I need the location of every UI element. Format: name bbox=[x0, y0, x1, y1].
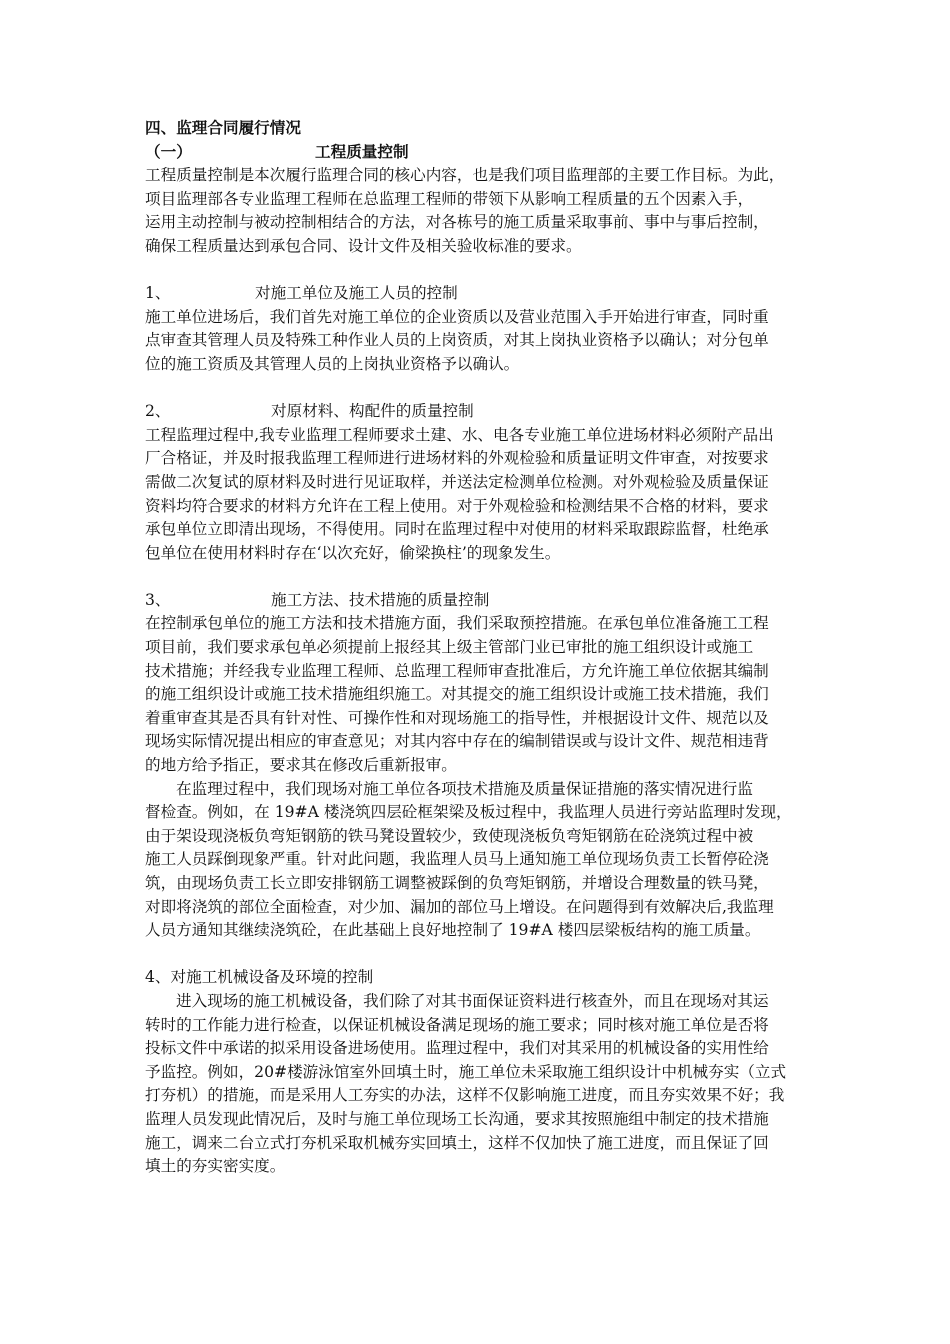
sub-section-heading bbox=[145, 141, 835, 165]
spacer bbox=[145, 943, 835, 967]
paragraph-line: 点审查其管理人员及特殊工种作业人员的上岗资质，对其上岗执业资格予以确认；对分包单 bbox=[145, 331, 769, 350]
paragraph-line: 的地方给予指正，要求其在修改后重新报审。 bbox=[145, 756, 457, 775]
paragraph-line: 转时的工作能力进行检查，以保证机械设备满足现场的施工要求；同时核对施工单位是否将 bbox=[145, 1015, 769, 1034]
paragraph-line: 打夯机）的措施，而是采用人工夯实的办法，这样不仅影响施工进度，而且夯实效果不好；我 bbox=[145, 1086, 785, 1105]
paragraph-line: 工程监理过程中,我专业监理工程师要求土建、水、电各专业施工单位进场材料必须附产品出 bbox=[145, 425, 774, 444]
item2-heading bbox=[145, 400, 835, 424]
paragraph-line: 位的施工资质及其管理人员的上岗执业资格予以确认。 bbox=[145, 354, 520, 373]
document-page bbox=[145, 117, 835, 1179]
paragraph-line: 工程质量控制是本次履行监理合同的核心内容，也是我们项目监理部的主要工作目标。为此， bbox=[145, 166, 785, 185]
item3-number: 3、 bbox=[145, 590, 171, 609]
paragraph-line: 督检查。例如，在 19#A 楼浇筑四层砼框架梁及板过程中，我监理人员进行旁站监理时发现， bbox=[145, 803, 792, 822]
item1-number: 1、 bbox=[145, 284, 171, 303]
paragraph-line: 人员方通知其继续浇筑砼，在此基础上良好地控制了 19#A 楼四层梁板结构的施工质量。 bbox=[145, 921, 761, 940]
spacer bbox=[145, 377, 835, 401]
item2-number: 2、 bbox=[145, 402, 171, 421]
paragraph-line: 着重审查其是否具有针对性、可操作性和对现场施工的指导性，并根据设计文件、规范以及 bbox=[145, 708, 769, 727]
paragraph-line: 运用主动控制与被动控制相结合的方法，对各栋号的施工质量采取事前、事中与事后控制， bbox=[145, 213, 769, 232]
item1-heading bbox=[145, 282, 835, 306]
paragraph-line: 确保工程质量达到承包合同、设计文件及相关验收标准的要求。 bbox=[145, 236, 582, 255]
item4-heading: 4、对施工机械设备及环境的控制 bbox=[145, 968, 374, 987]
spacer bbox=[145, 259, 835, 283]
spacer bbox=[145, 565, 835, 589]
paragraph-line: 施工，调来二台立式打夯机采取机械夯实回填土，这样不仅加快了施工进度，而且保证了回 bbox=[145, 1133, 769, 1152]
item3-paragraph bbox=[145, 612, 835, 777]
paragraph-line: 筑，由现场负责工长立即安排钢筋工调整被踩倒的负弯矩钢筋，并增设合理数量的铁马凳， bbox=[145, 874, 769, 892]
paragraph-line: 施工单位进场后，我们首先对施工单位的企业资质以及营业范围入手开始进行审查，同时重 bbox=[145, 307, 769, 326]
item1-paragraph bbox=[145, 306, 835, 377]
paragraph-line: 技术措施；并经我专业监理工程师、总监理工程师审查批准后，方允许施工单位依据其编制 bbox=[145, 661, 769, 680]
paragraph-line: 项目监理部各专业监理工程师在总监理工程师的带领下从影响工程质量的五个因素入手， bbox=[145, 189, 754, 208]
item4-paragraph bbox=[145, 990, 835, 1179]
paragraph-line: 项目前，我们要求承包单必须提前上报经其上级主管部门业已审批的施工组织设计或施工 bbox=[145, 638, 754, 657]
paragraph-line: 填土的夯实密实度。 bbox=[145, 1157, 286, 1176]
section-title: 四、监理合同履行情况 bbox=[145, 119, 301, 137]
item2-title: 对原材料、构配件的质量控制 bbox=[271, 402, 474, 421]
paragraph-line: 进入现场的施工机械设备，我们除了对其书面保证资料进行核查外，而且在现场对其运 bbox=[176, 991, 769, 1010]
paragraph-line: 施工人员踩倒现象严重。针对此问题，我监理人员马上通知施工单位现场负责工长暂停砼浇 bbox=[145, 850, 769, 869]
paragraph-line: 对即将浇筑的部位全面检查，对少加、漏加的部位马上增设。在问题得到有效解决后,我监理 bbox=[145, 897, 774, 916]
paragraph-line: 需做二次复试的原材料及时进行见证取样，并送法定检测单位检测。对外观检验及质量保证 bbox=[145, 472, 769, 491]
paragraph-line: 监理人员发现此情况后，及时与施工单位现场工长沟通，要求其按照施组中制定的技术措施 bbox=[145, 1109, 769, 1128]
sub-section-title: 工程质量控制 bbox=[315, 142, 409, 161]
paragraph-line: 现场实际情况提出相应的审查意见；对其内容中存在的编制错误或与设计文件、规范相违背 bbox=[145, 732, 769, 751]
paragraph-line: 予监控。例如，20#楼游泳馆室外回填土时，施工单位未采取施工组织设计中机械夯实（立式 bbox=[145, 1062, 787, 1081]
paragraph-line: 在监理过程中，我们现场对施工单位各项技术措施及质量保证措施的落实情况进行监 bbox=[176, 779, 753, 798]
item3-heading bbox=[145, 589, 835, 613]
paragraph-line: 包单位在使用材料时存在‘以次充好，偷梁换柱’的现象发生。 bbox=[145, 543, 561, 562]
paragraph-line: 厂合格证，并及时报我监理工程师进行进场材料的外观检验和质量证明文件审查，对按要求 bbox=[145, 449, 769, 468]
sub-section-number: （一） bbox=[145, 142, 192, 161]
intro-paragraph bbox=[145, 164, 835, 258]
paragraph-line: 资料均符合要求的材料方允许在工程上使用。对于外观检验和检测结果不合格的材料，要求 bbox=[145, 496, 769, 515]
paragraph-line: 在控制承包单位的施工方法和技术措施方面，我们采取预控措施。在承包单位准备施工工程 bbox=[145, 614, 769, 633]
paragraph-line: 的施工组织设计或施工技术措施组织施工。对其提交的施工组织设计或施工技术措施，我们 bbox=[145, 685, 769, 704]
item2-paragraph bbox=[145, 424, 835, 566]
item1-title: 对施工单位及施工人员的控制 bbox=[255, 284, 458, 303]
paragraph-line: 投标文件中承诺的拟采用设备进场使用。监理过程中，我们对其采用的机械设备的实用性给 bbox=[145, 1039, 769, 1058]
paragraph-line: 由于架设现浇板负弯矩钢筋的铁马凳设置较少，致使现浇板负弯矩钢筋在砼浇筑过程中被 bbox=[145, 826, 754, 845]
paragraph-line: 承包单位立即清出现场，不得使用。同时在监理过程中对使用的材料采取跟踪监督，杜绝承 bbox=[145, 520, 769, 539]
item3-paragraph-2 bbox=[145, 778, 835, 943]
item3-title: 施工方法、技术措施的质量控制 bbox=[271, 590, 490, 609]
